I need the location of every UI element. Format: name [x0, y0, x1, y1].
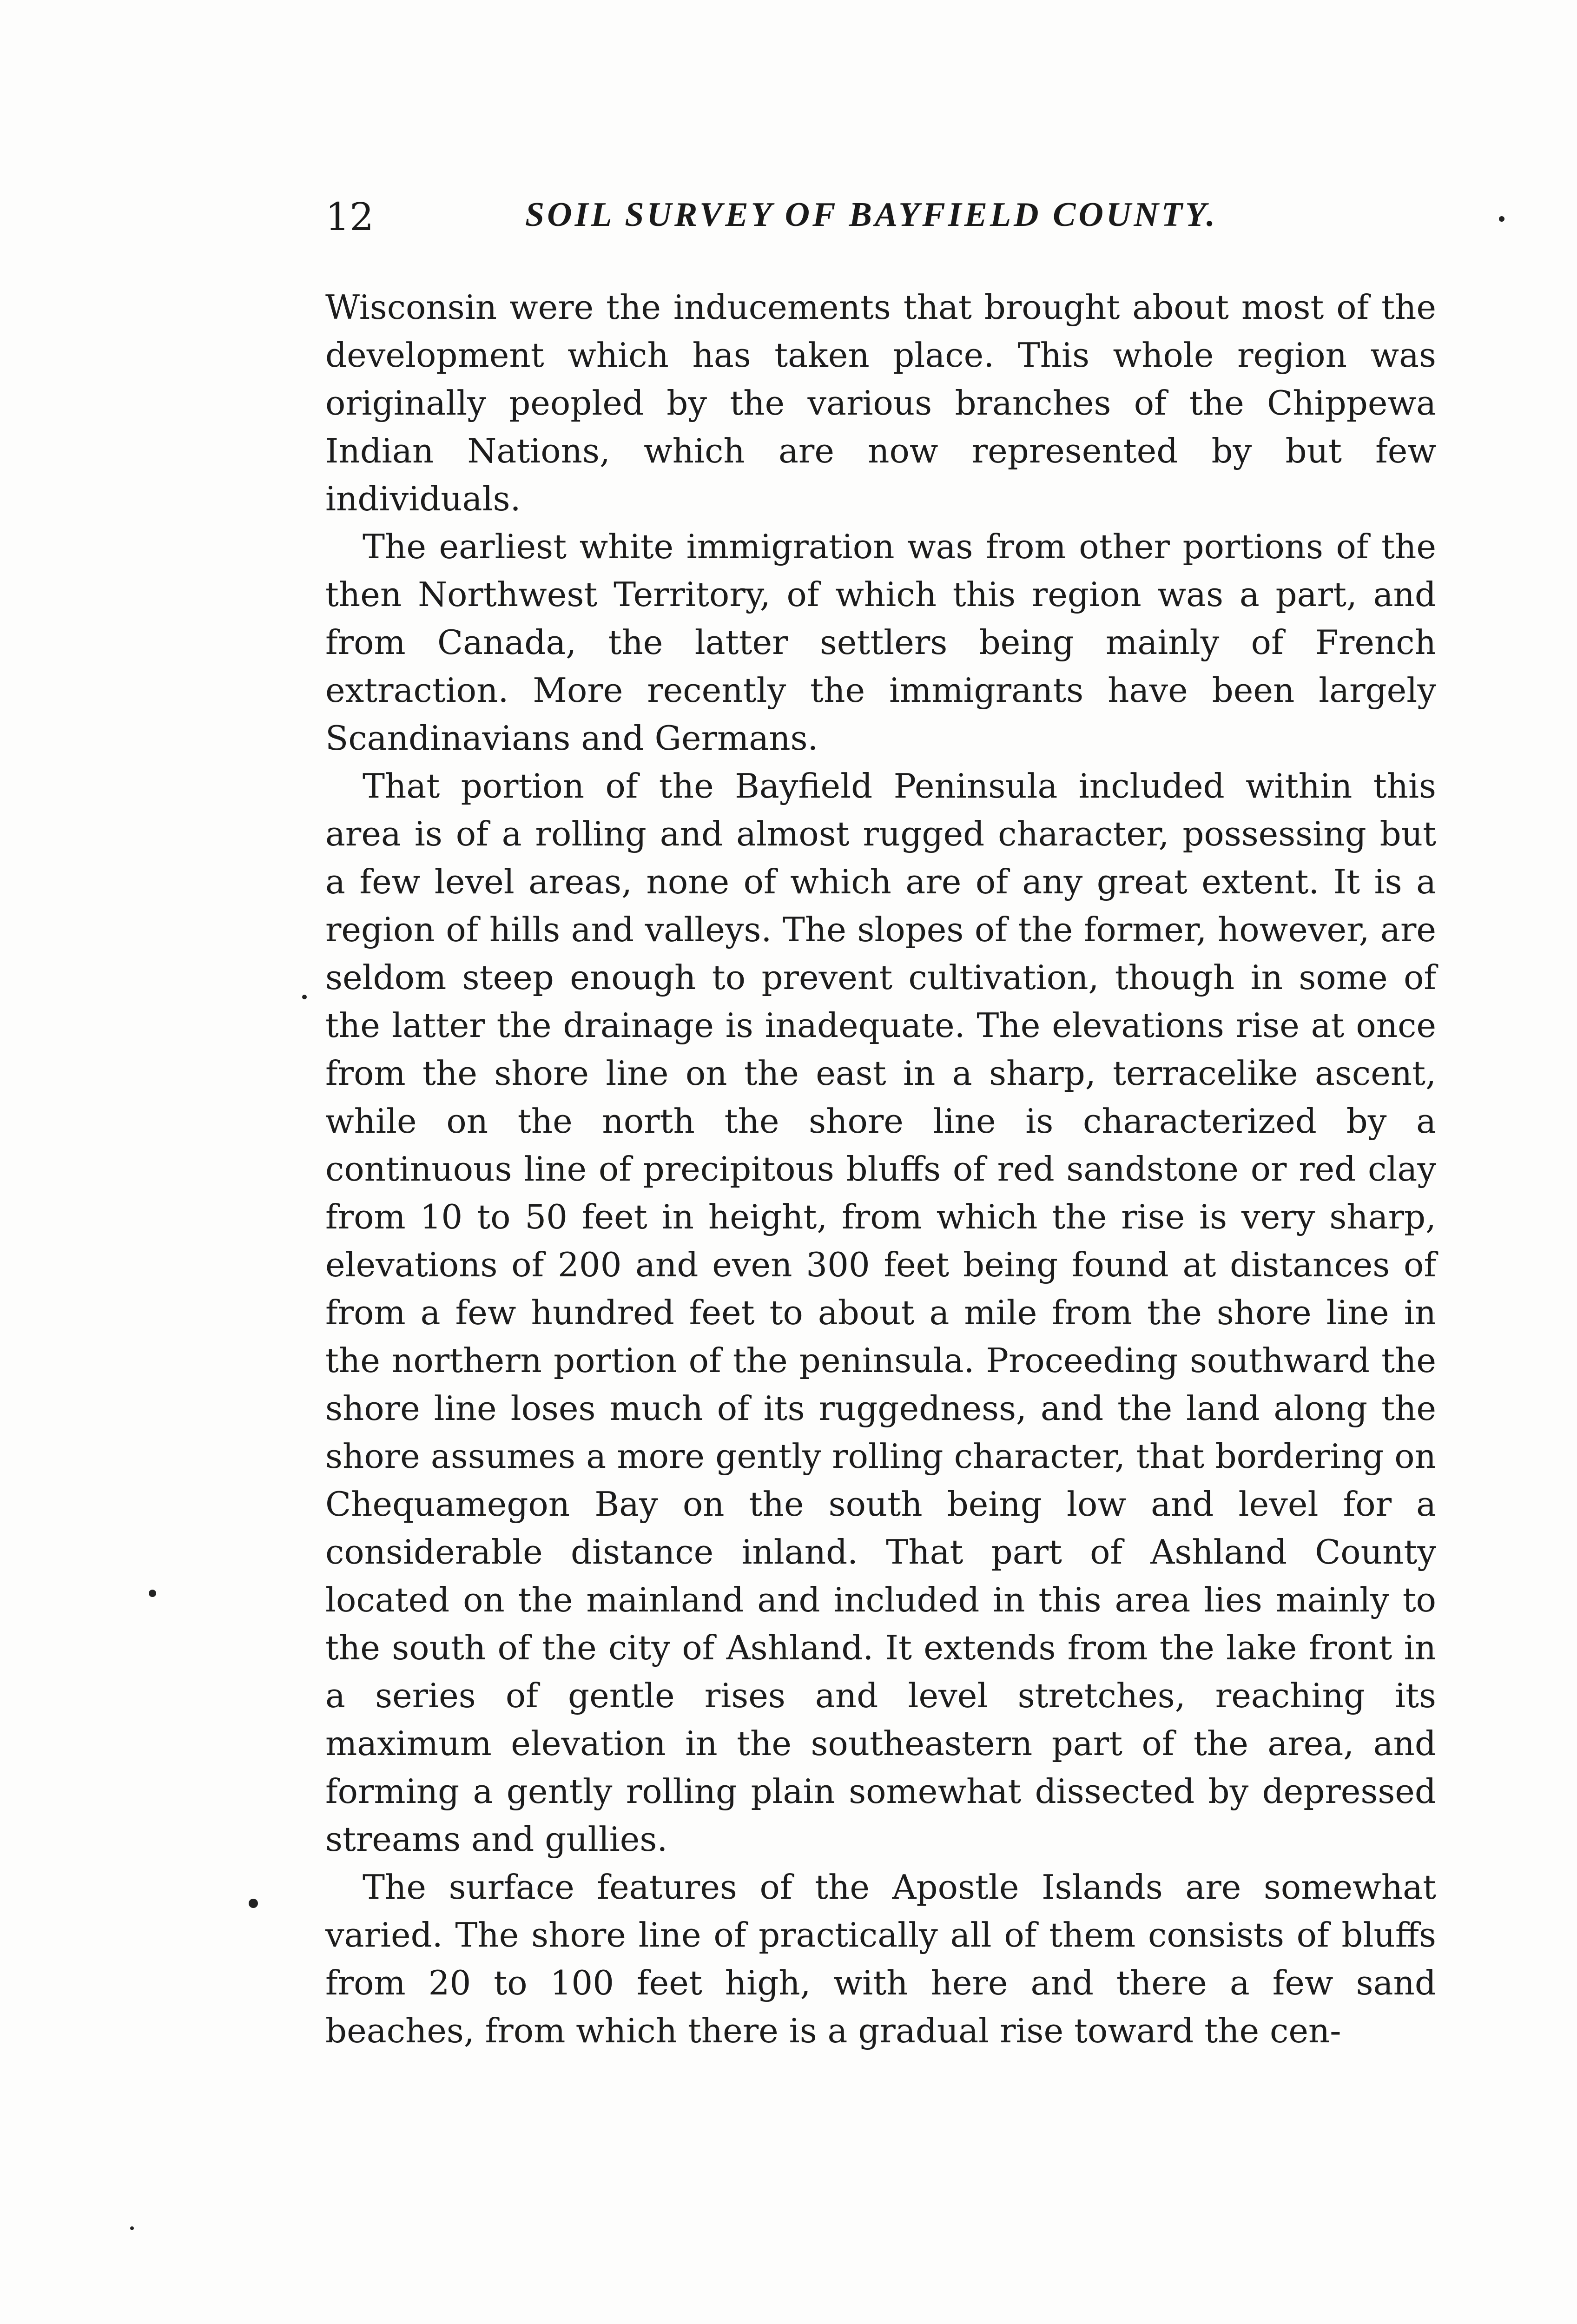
running-title: SOIL SURVEY OF BAYFIELD COUNTY.: [525, 196, 1218, 234]
paragraph-1: Wisconsin were the inducements that brought about most of the development which has taken place. This whole region was originally peopled by the various branches of the Chippewa Indian Nations, which are now represented by but few individuals.: [325, 288, 1436, 518]
scan-speck: [130, 2226, 134, 2230]
page-header: [325, 195, 1432, 251]
scan-speck: [249, 1899, 258, 1908]
body-text: [325, 284, 1436, 2055]
scan-speck: [1499, 216, 1504, 222]
page-number: 12: [325, 195, 374, 239]
paragraph-4: The surface features of the Apostle Islands are somewhat varied. The shore line of practically all of them consists of bluffs from 20 to 100 feet high, with here and there a few sand beaches, from which there is a gradual rise toward the cen-: [325, 1868, 1436, 2050]
paragraph-3: That portion of the Bayfield Peninsula included within this area is of a rolling and almost rugged character, possessing but a few level areas, none of which are of any great extent. It is a region of hills and valleys. The slopes of the former, however, are seldom steep enough to prevent cultivation, though in some of the latter the drainage is inadequate. The elevations rise at once from the shore line on the east in a sharp, terracelike ascent, while on the north the shore line is characterized by a continuous line of precipitous bluffs of red sandstone or red clay from 10 to 50 feet in height, from which the rise is very sharp, elevations of 200 and even 300 feet being found at distances of from a few hundred feet to about a mile from the shore line in the northern portion of the peninsula. Proceeding southward the shore line loses much of its ruggedness, and the land along the shore assumes a more gently rolling character, that bordering on Chequamegon Bay on the south being low and level for a considerable distance inland. That part of Ashland County located on the mainland and included in this area lies mainly to the south of the city of Ashland. It extends from the lake front in a series of gentle rises and level stretches, reaching its maximum elevation in the southeastern part of the area, and forming a gently rolling plain somewhat dissected by depressed streams and gullies.: [325, 766, 1436, 1859]
scan-speck: [149, 1590, 156, 1597]
paragraph-2: The earliest white immigration was from other portions of the then Northwest Territory, of which this region was a part, and from Canada, the latter settlers being mainly of French extraction. More recently the immigrants have been largely Scandinavians and Germans.: [325, 527, 1436, 758]
scan-speck: [302, 995, 307, 999]
